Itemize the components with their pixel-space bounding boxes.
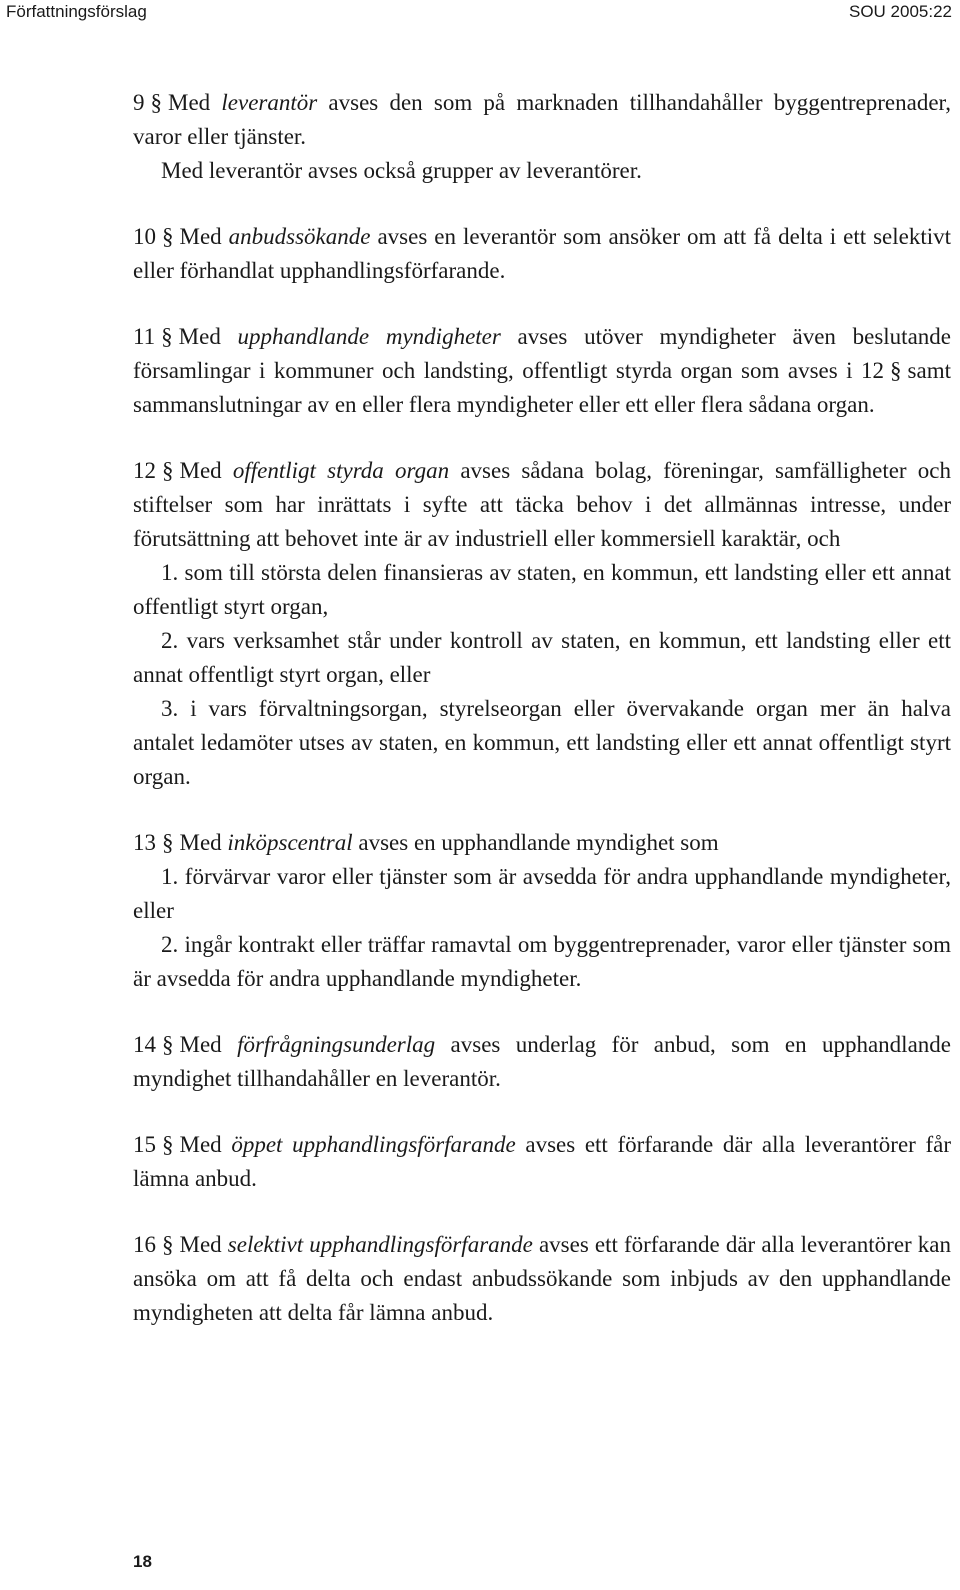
- section-sign: §: [890, 358, 902, 383]
- defined-term: inköpscentral: [227, 830, 353, 855]
- paragraph-text: avses den som på marknaden tillhandahåller byggentreprenader, varor eller tjänster.: [133, 90, 952, 149]
- paragraph-text: avses en upphandlande myndighet som: [358, 830, 719, 855]
- paragraph-number: 15: [133, 1132, 156, 1157]
- list-item: 3. i vars förvaltningsorgan, styrelseorgan eller övervakande organ mer än halva antalet ledamöter utses av staten, en kommun, ett landsting eller ett annat offentligt styrt organ.: [133, 696, 951, 789]
- paragraph-text: avses sådana bolag, föreningar, samfälligheter och stiftelser som har inrättats i syfte att täcka behov i det allmännas intresse, under förutsättning att behovet inte är av industriell eller kommersiell karaktär, och: [133, 458, 952, 551]
- page-number: 18: [133, 1552, 152, 1571]
- paragraph-12: [133, 454, 951, 794]
- paragraph-lead: Med: [179, 458, 222, 483]
- paragraph-lead: Med: [179, 224, 222, 249]
- paragraph-number: 12: [133, 458, 156, 483]
- paragraph-number: 9: [133, 90, 145, 115]
- section-sign: §: [162, 224, 174, 249]
- paragraph-text: avses ett förfarande där alla leverantörer kan ansöka om att få delta och endast anbudssökande som inbjuds av den upphandlande myndigheten att delta får lämna anbud.: [133, 1232, 952, 1325]
- paragraph-number: 14: [133, 1032, 156, 1057]
- paragraph-9: [133, 86, 951, 188]
- paragraph-lead: Med: [179, 1232, 222, 1257]
- document-body: [133, 86, 951, 1362]
- paragraph-text: avses utöver myndigheter även beslutande församlingar i kommuner och landsting, offentligt styrda organ som avses i 12: [133, 324, 951, 383]
- paragraph-text: avses underlag för anbud, som en upphandlande myndighet tillhandahåller en leverantör.: [133, 1032, 951, 1091]
- section-sign: §: [150, 90, 162, 115]
- section-sign: §: [162, 1032, 174, 1057]
- paragraph-text: samt sammanslutningar av en eller flera myndigheter eller ett eller flera sådana organ.: [133, 358, 951, 417]
- defined-term: leverantör: [221, 90, 318, 115]
- defined-term: selektivt upphandlingsförfarande: [227, 1232, 533, 1257]
- list-item: 1. som till största delen finansieras av staten, en kommun, ett landsting eller ett annat offentligt styrt organ,: [133, 560, 951, 619]
- paragraph-text: avses ett förfarande där alla leverantörer får lämna anbud.: [133, 1132, 951, 1191]
- paragraph-number: 16: [133, 1232, 156, 1257]
- section-sign: §: [162, 1232, 174, 1257]
- header-section-title: Författningsförslag: [6, 2, 147, 21]
- section-sign: §: [161, 324, 173, 349]
- paragraph-lead: Med: [168, 90, 211, 115]
- defined-term: förfrågningsunderlag: [237, 1032, 436, 1057]
- defined-term: offentligt styrda organ: [232, 458, 450, 483]
- section-sign: §: [162, 458, 174, 483]
- paragraph-text: Med leverantör avses också grupper av leverantörer.: [161, 158, 642, 183]
- defined-term: upphandlande myndigheter: [237, 324, 501, 349]
- paragraph-lead: Med: [179, 830, 222, 855]
- section-sign: §: [162, 830, 174, 855]
- header-document-id: SOU 2005:22: [848, 2, 952, 21]
- paragraph-text: avses en leverantör som ansöker om att få delta i ett selektivt eller förhandlat upphandlingsförfarande.: [133, 224, 952, 283]
- paragraph-number: 13: [133, 830, 156, 855]
- running-header: [0, 0, 960, 26]
- paragraph-lead: Med: [178, 324, 221, 349]
- paragraph-number: 10: [133, 224, 156, 249]
- paragraph-13: [133, 826, 951, 996]
- list-item: 2. vars verksamhet står under kontroll av staten, en kommun, ett landsting eller ett annat offentligt styrt organ, eller: [133, 628, 951, 687]
- paragraph-14: [133, 1028, 951, 1096]
- paragraph-15: [133, 1128, 951, 1196]
- defined-term: öppet upphandlingsförfarande: [231, 1132, 516, 1157]
- paragraph-11: [133, 320, 951, 422]
- paragraph-number: 11: [133, 324, 156, 349]
- defined-term: anbudssökande: [228, 224, 371, 249]
- paragraph-lead: Med: [179, 1132, 222, 1157]
- list-item: 1. förvärvar varor eller tjänster som är avsedda för andra upphandlande myndigheter, eller: [133, 864, 951, 923]
- paragraph-lead: Med: [179, 1032, 222, 1057]
- paragraph-10: [133, 220, 951, 288]
- list-item: 2. ingår kontrakt eller träffar ramavtal om byggentreprenader, varor eller tjänster som är avsedda för andra upphandlande myndigheter.: [133, 932, 951, 991]
- section-sign: §: [162, 1132, 174, 1157]
- paragraph-16: [133, 1228, 951, 1330]
